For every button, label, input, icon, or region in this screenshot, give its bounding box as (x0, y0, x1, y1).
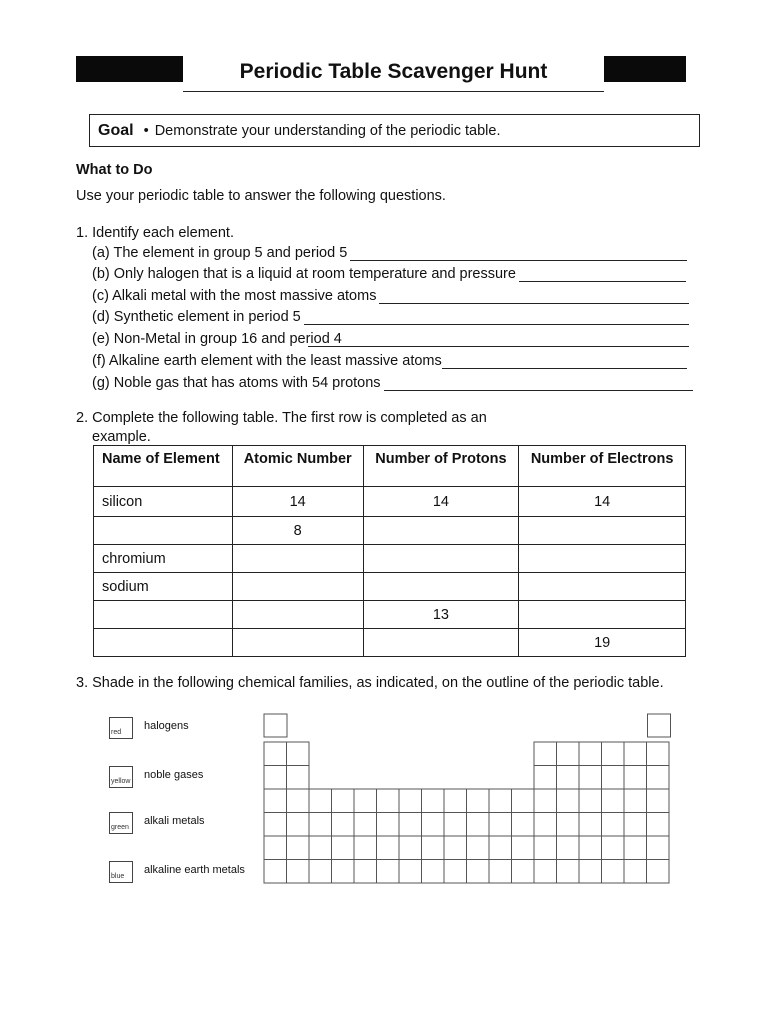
element-cell[interactable] (489, 813, 512, 837)
element-cell[interactable] (557, 836, 580, 860)
element-cell[interactable] (399, 860, 422, 884)
table-cell[interactable] (519, 601, 686, 629)
element-cell[interactable] (422, 836, 445, 860)
element-cell[interactable] (287, 813, 310, 837)
legend-swatch-green[interactable]: green (109, 812, 133, 834)
periodic-table-outline (262, 712, 672, 888)
element-cell[interactable] (579, 789, 602, 813)
elements-table (93, 445, 686, 657)
element-cell[interactable] (399, 836, 422, 860)
table-cell: 8 (232, 517, 363, 545)
question3-prompt: 3. Shade in the following chemical families, as indicated, on the outline of the periodic table. (76, 675, 664, 691)
element-cell[interactable] (467, 789, 490, 813)
element-cell[interactable] (264, 742, 287, 766)
answer-blank-f[interactable] (442, 355, 687, 369)
element-cell[interactable] (579, 742, 602, 766)
table-cell: 19 (519, 629, 686, 657)
table-row (94, 573, 686, 601)
element-cell[interactable] (624, 766, 647, 790)
title-bar-left (76, 56, 183, 82)
element-cell[interactable] (287, 836, 310, 860)
element-cell[interactable] (557, 860, 580, 884)
element-cell[interactable] (264, 813, 287, 837)
element-cell[interactable] (624, 860, 647, 884)
element-cell[interactable] (624, 742, 647, 766)
element-cell[interactable] (534, 836, 557, 860)
answer-blank-c[interactable] (379, 290, 689, 304)
element-cell[interactable] (467, 813, 490, 837)
element-cell[interactable] (422, 789, 445, 813)
element-cell[interactable] (444, 860, 467, 884)
element-cell[interactable] (557, 789, 580, 813)
legend-label-halogens: halogens (144, 720, 189, 732)
header-atomic-number: Atomic Number (232, 446, 363, 487)
table-cell[interactable] (232, 601, 363, 629)
table-row (94, 545, 686, 573)
element-cell[interactable] (489, 860, 512, 884)
legend-label-alkali-metals: alkali metals (144, 815, 205, 827)
element-cell[interactable] (264, 714, 287, 737)
table-cell[interactable] (363, 629, 519, 657)
element-cell[interactable] (309, 836, 332, 860)
element-cell[interactable] (512, 860, 535, 884)
element-cell[interactable] (534, 860, 557, 884)
title-bar-right (604, 56, 686, 82)
element-cell[interactable] (579, 766, 602, 790)
element-cell[interactable] (602, 836, 625, 860)
goal-box (89, 114, 700, 147)
table-cell[interactable] (519, 517, 686, 545)
question1-prompt: 1. Identify each element. (76, 225, 234, 241)
element-cell[interactable] (647, 813, 670, 837)
element-cell[interactable] (647, 742, 670, 766)
element-cell[interactable] (444, 789, 467, 813)
element-cell[interactable] (624, 789, 647, 813)
element-cell[interactable] (332, 789, 355, 813)
element-cell[interactable] (512, 836, 535, 860)
element-cell[interactable] (579, 836, 602, 860)
element-cell[interactable] (354, 813, 377, 837)
table-cell[interactable] (232, 573, 363, 601)
element-cell[interactable] (534, 766, 557, 790)
element-cell[interactable] (399, 789, 422, 813)
element-cell[interactable] (377, 836, 400, 860)
question1-item-f: (f) Alkaline earth element with the least massive atoms (92, 350, 687, 369)
question1-item-a: (a) The element in group 5 and period 5 (92, 242, 687, 261)
element-cell[interactable] (489, 836, 512, 860)
legend-alkaline-earth-metals (109, 861, 245, 883)
element-cell[interactable] (287, 860, 310, 884)
element-cell[interactable] (647, 860, 670, 884)
table-cell: chromium (94, 545, 233, 573)
element-cell[interactable] (467, 860, 490, 884)
element-cell[interactable] (287, 742, 310, 766)
table-row (94, 487, 686, 517)
answer-blank-e[interactable] (308, 333, 689, 347)
element-cell[interactable] (557, 742, 580, 766)
element-cell[interactable] (332, 860, 355, 884)
table-row (94, 517, 686, 545)
element-cell[interactable] (264, 836, 287, 860)
element-cell[interactable] (647, 789, 670, 813)
table-cell[interactable] (363, 545, 519, 573)
element-cell[interactable] (467, 836, 490, 860)
table-cell: 14 (363, 487, 519, 517)
legend-alkali-metals (109, 812, 205, 834)
element-cell[interactable] (287, 766, 310, 790)
answer-blank-b[interactable] (519, 268, 686, 282)
goal-bullet: • (143, 123, 149, 139)
element-cell[interactable] (512, 789, 535, 813)
table-cell: silicon (94, 487, 233, 517)
table-cell[interactable] (94, 517, 233, 545)
table-cell[interactable] (232, 545, 363, 573)
element-cell[interactable] (354, 789, 377, 813)
legend-label-noble-gases: noble gases (144, 769, 204, 781)
table-header-row (94, 446, 686, 487)
question2-prompt: 2. Complete the following table. The first row is completed as an example. (76, 410, 487, 445)
element-cell[interactable] (399, 813, 422, 837)
element-cell[interactable] (264, 789, 287, 813)
header-number-of-protons: Number of Protons (363, 446, 519, 487)
element-cell[interactable] (377, 860, 400, 884)
element-cell[interactable] (602, 742, 625, 766)
element-cell[interactable] (534, 742, 557, 766)
element-cell[interactable] (624, 813, 647, 837)
what-to-do-heading: What to Do (76, 162, 153, 178)
legend-swatch-blue[interactable]: blue (109, 861, 133, 883)
table-cell[interactable] (519, 573, 686, 601)
element-cell[interactable] (422, 860, 445, 884)
title-band (76, 54, 686, 92)
element-cell[interactable] (557, 813, 580, 837)
element-cell[interactable] (602, 860, 625, 884)
element-cell[interactable] (309, 813, 332, 837)
question1-item-b: (b) Only halogen that is a liquid at room temperature and pressure (92, 263, 686, 282)
element-cell[interactable] (444, 836, 467, 860)
header-name-of-element: Name of Element (94, 446, 233, 487)
question1-item-e: (e) Non-Metal in group 16 and period 4 (92, 328, 689, 347)
element-cell[interactable] (557, 766, 580, 790)
element-cell[interactable] (354, 860, 377, 884)
element-cell[interactable] (422, 813, 445, 837)
element-cell[interactable] (647, 836, 670, 860)
table-cell[interactable] (519, 545, 686, 573)
element-cell[interactable] (309, 789, 332, 813)
element-cell[interactable] (444, 813, 467, 837)
table-row (94, 601, 686, 629)
element-cell[interactable] (602, 789, 625, 813)
answer-blank-g[interactable] (384, 377, 693, 391)
element-cell[interactable] (377, 813, 400, 837)
answer-blank-a[interactable] (350, 247, 687, 261)
element-cell[interactable] (489, 789, 512, 813)
goal-label: Goal (98, 122, 134, 139)
page-title: Periodic Table Scavenger Hunt (183, 54, 604, 92)
element-cell[interactable] (534, 813, 557, 837)
element-cell[interactable] (377, 789, 400, 813)
element-cell[interactable] (309, 860, 332, 884)
element-cell[interactable] (264, 766, 287, 790)
table-cell: sodium (94, 573, 233, 601)
intro-text: Use your periodic table to answer the following questions. (76, 188, 446, 204)
table-cell[interactable] (232, 629, 363, 657)
element-cell[interactable] (624, 836, 647, 860)
table-cell[interactable] (363, 517, 519, 545)
table-row (94, 629, 686, 657)
element-cell[interactable] (647, 766, 670, 790)
element-cell[interactable] (602, 766, 625, 790)
element-cell[interactable] (648, 714, 671, 737)
element-cell[interactable] (354, 836, 377, 860)
question1-item-d: (d) Synthetic element in period 5 (92, 306, 689, 325)
legend-halogens (109, 717, 189, 739)
answer-blank-d[interactable] (304, 311, 689, 325)
goal-text: Demonstrate your understanding of the periodic table. (154, 123, 501, 139)
legend-swatch-yellow[interactable]: yellow (109, 766, 133, 788)
question1-item-c: (c) Alkali metal with the most massive atoms (92, 285, 689, 304)
table-cell: 14 (519, 487, 686, 517)
legend-swatch-red[interactable]: red (109, 717, 133, 739)
question1-item-g: (g) Noble gas that has atoms with 54 protons (92, 372, 693, 391)
header-number-of-electrons: Number of Electrons (519, 446, 686, 487)
element-cell[interactable] (602, 813, 625, 837)
table-cell[interactable] (363, 573, 519, 601)
element-cell[interactable] (512, 813, 535, 837)
legend-label-alkaline-earth-metals: alkaline earth metals (144, 864, 245, 876)
element-cell[interactable] (332, 813, 355, 837)
table-cell[interactable] (94, 629, 233, 657)
element-cell[interactable] (579, 813, 602, 837)
legend-noble-gases (109, 766, 203, 788)
element-cell[interactable] (264, 860, 287, 884)
element-cell[interactable] (287, 789, 310, 813)
table-cell: 13 (363, 601, 519, 629)
element-cell[interactable] (332, 836, 355, 860)
element-cell[interactable] (534, 789, 557, 813)
table-cell[interactable] (94, 601, 233, 629)
element-cell[interactable] (579, 860, 602, 884)
table-cell: 14 (232, 487, 363, 517)
